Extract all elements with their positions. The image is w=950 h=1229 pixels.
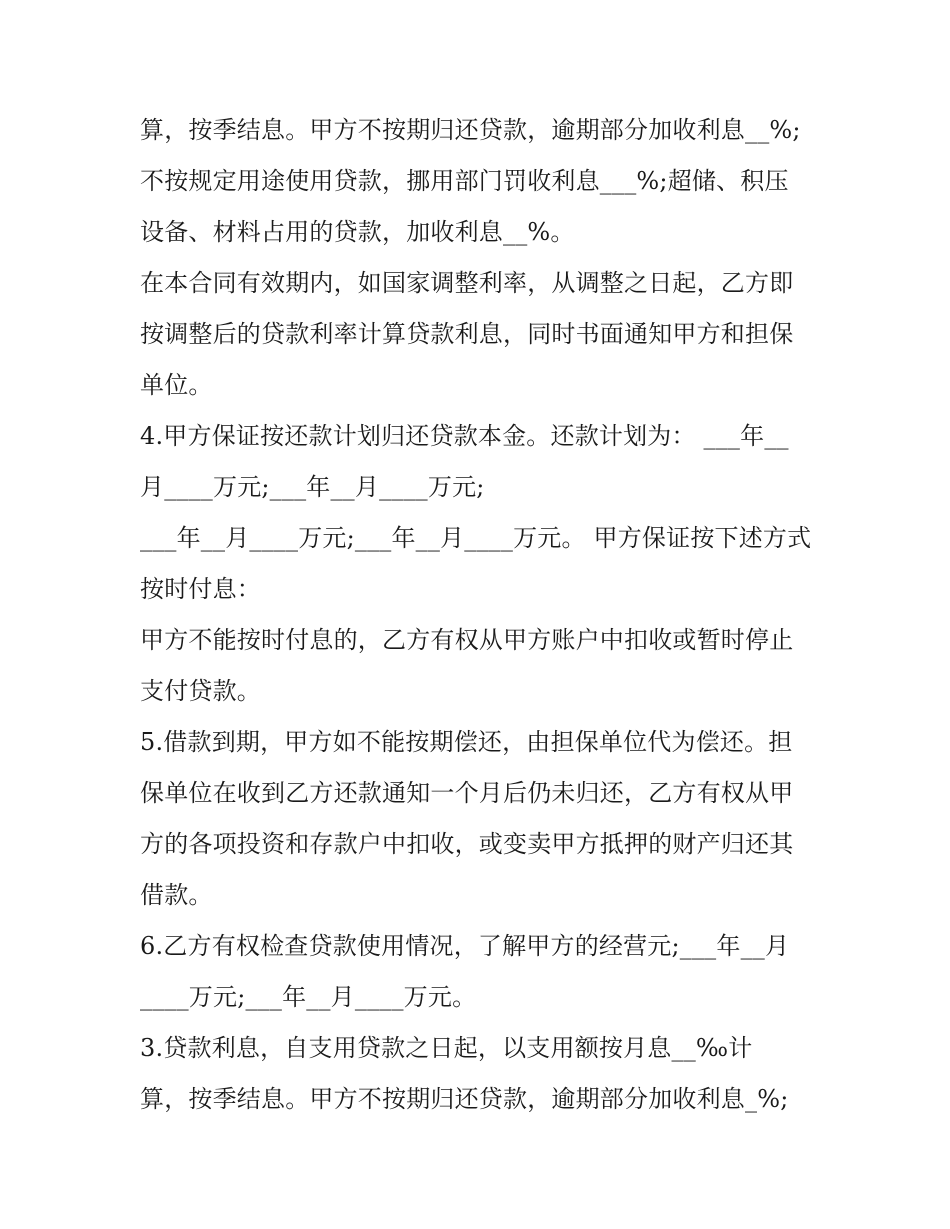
text-line: 4.甲方保证按还款计划归还贷款本金。还款计划为： ___年__ [140, 422, 789, 450]
text-line: 在本合同有效期内，如国家调整利率，从调整之日起，乙方即 [140, 269, 794, 297]
text-line: 借款。 [140, 881, 213, 909]
text-line: 按调整后的贷款利率计算贷款利息，同时书面通知甲方和担保 [140, 320, 794, 348]
text-line: 方的各项投资和存款户中扣收，或变卖甲方抵押的财产归还其 [140, 830, 794, 858]
text-line: ___年__月____万元;___年__月____万元。 甲方保证按下述方式 [140, 524, 812, 552]
text-line: 设备、材料占用的贷款，加收利息__%。 [140, 218, 575, 246]
text-line: 单位。 [140, 371, 213, 399]
text-line: 算，按季结息。甲方不按期归还贷款，逾期部分加收利息_%; [140, 1085, 789, 1113]
text-line: 6.乙方有权检查贷款使用情况，了解甲方的经营元;___年__月 [140, 932, 790, 960]
text-line: 甲方不能按时付息的，乙方有权从甲方账户中扣收或暂时停止 [140, 626, 794, 654]
text-line: 3.贷款利息，自支用贷款之日起，以支用额按月息__‰计 [140, 1034, 753, 1062]
text-line: 支付贷款。 [140, 677, 261, 705]
text-line: 不按规定用途使用贷款，挪用部门罚收利息___%;超储、积压 [140, 167, 789, 195]
text-line: 月____万元;___年__月____万元; [140, 473, 485, 501]
text-line: 按时付息： [140, 575, 261, 603]
text-line: 算，按季结息。甲方不按期归还贷款，逾期部分加收利息__%; [140, 116, 801, 144]
text-line: 5.借款到期，甲方如不能按期偿还，由担保单位代为偿还。担 [140, 728, 793, 756]
text-line: ____万元;___年__月____万元。 [140, 983, 477, 1011]
text-line: 保单位在收到乙方还款通知一个月后仍未归还，乙方有权从甲 [140, 779, 794, 807]
